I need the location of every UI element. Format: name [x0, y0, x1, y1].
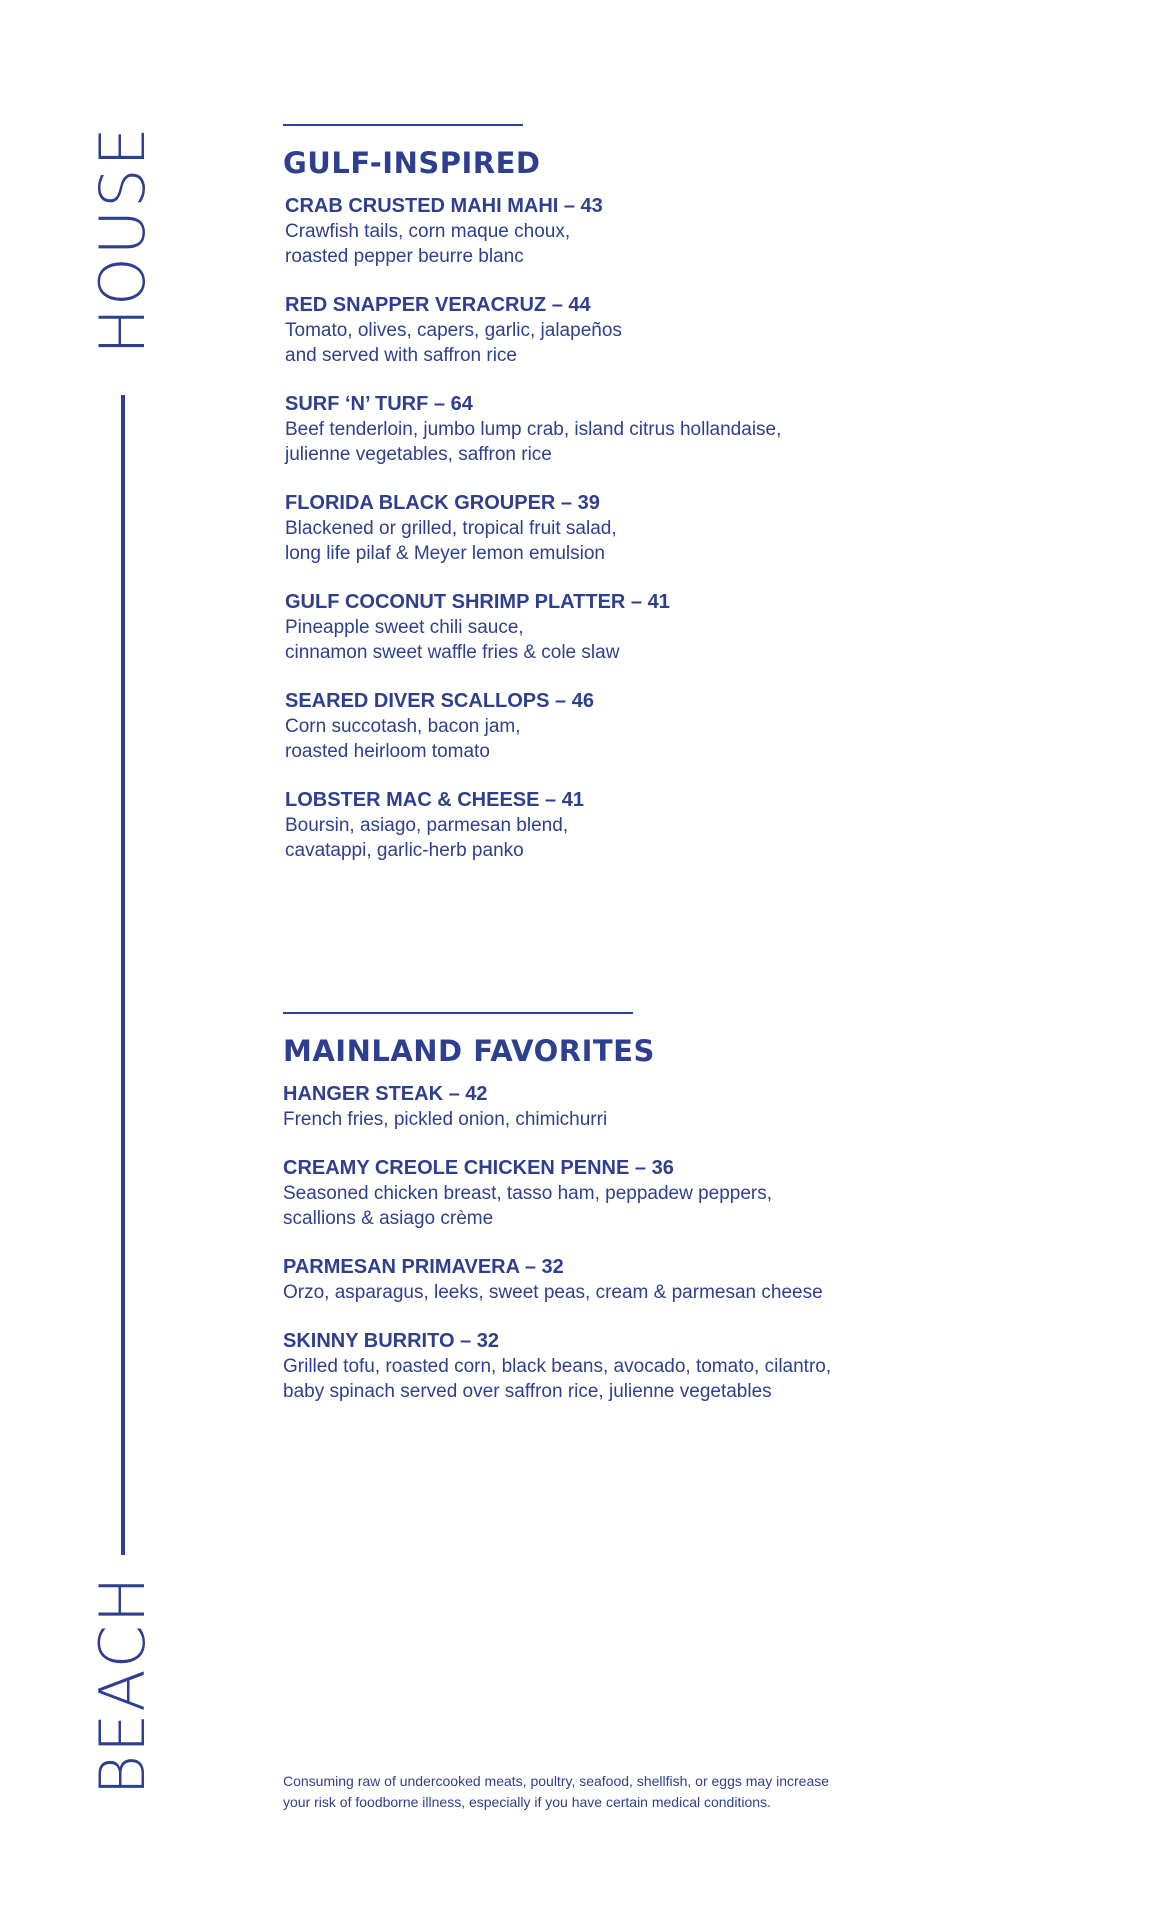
description-line: Tomato, olives, capers, garlic, jalapeños [285, 320, 622, 341]
menu-item-title: SKINNY BURRITO – 32 [283, 1330, 499, 1352]
menu-item-description [283, 1354, 831, 1404]
section-gulf-inspired [283, 124, 781, 887]
description-line: Crawfish tails, corn maque choux, [285, 221, 571, 242]
menu-item-description [285, 813, 781, 863]
menu-item-description [285, 318, 781, 368]
menu-item-title: CREAMY CREOLE CHICKEN PENNE – 36 [283, 1157, 674, 1179]
menu-item-title: RED SNAPPER VERACRUZ – 44 [285, 294, 591, 316]
menu-item-title: LOBSTER MAC & CHEESE – 41 [285, 789, 584, 811]
menu-item-description [285, 219, 781, 269]
disclaimer-line: your risk of foodborne illness, especially if you have certain medical conditions. [283, 1794, 771, 1810]
food-safety-disclaimer [283, 1771, 829, 1813]
menu-item-title: SEARED DIVER SCALLOPS – 46 [285, 690, 594, 712]
brand-word-beach: BEACH [86, 1574, 159, 1796]
menu-item-title: CRAB CRUSTED MAHI MAHI – 43 [285, 195, 603, 217]
description-line: Orzo, asparagus, leeks, sweet peas, cream & parmesan cheese [283, 1282, 823, 1303]
section-divider [283, 124, 523, 126]
menu-item-title: GULF COCONUT SHRIMP PLATTER – 41 [285, 591, 670, 613]
menu-item-title: FLORIDA BLACK GROUPER – 39 [285, 492, 600, 514]
menu-item-title: PARMESAN PRIMAVERA – 32 [283, 1256, 564, 1278]
menu-item-title: SURF ‘N’ TURF – 64 [285, 393, 473, 415]
menu-item [283, 1156, 831, 1231]
brand-word-house: HOUSE [86, 125, 159, 355]
description-line: French fries, pickled onion, chimichurri [283, 1109, 608, 1130]
menu-item [283, 1255, 831, 1305]
disclaimer-line: Consuming raw of undercooked meats, poultry, seafood, shellfish, or eggs may increase [283, 1773, 830, 1789]
description-line: long life pilaf & Meyer lemon emulsion [285, 543, 605, 564]
menu-item-title: HANGER STEAK – 42 [283, 1083, 488, 1105]
description-line: cavatappi, garlic-herb panko [285, 840, 524, 861]
description-line: Beef tenderloin, jumbo lump crab, island citrus hollandaise, [285, 419, 782, 440]
menu-item [285, 392, 781, 467]
description-line: Corn succotash, bacon jam, [285, 716, 521, 737]
menu-item [285, 689, 781, 764]
menu-item-description [285, 516, 781, 566]
menu-item-description [285, 615, 781, 665]
section-title: MAINLAND FAVORITES [283, 1034, 655, 1068]
menu-item-description [283, 1181, 831, 1231]
menu-item-description [283, 1107, 831, 1132]
description-line: scallions & asiago crème [283, 1208, 494, 1229]
menu-item [285, 293, 781, 368]
menu-item [285, 788, 781, 863]
description-line: roasted pepper beurre blanc [285, 246, 524, 267]
description-line: Grilled tofu, roasted corn, black beans, avocado, tomato, cilantro, [283, 1356, 832, 1377]
menu-item-description [283, 1280, 831, 1305]
menu-item [285, 194, 781, 269]
description-line: julienne vegetables, saffron rice [285, 444, 552, 465]
description-line: baby spinach served over saffron rice, julienne vegetables [283, 1381, 772, 1402]
section-title: GULF-INSPIRED [283, 146, 541, 180]
description-line: Boursin, asiago, parmesan blend, [285, 815, 569, 836]
description-line: cinnamon sweet waffle fries & cole slaw [285, 642, 620, 663]
section-divider [283, 1012, 633, 1014]
menu-item [283, 1329, 831, 1404]
description-line: and served with saffron rice [285, 345, 517, 366]
menu-item [285, 590, 781, 665]
description-line: Seasoned chicken breast, tasso ham, peppadew peppers, [283, 1183, 773, 1204]
menu-item-description [285, 714, 781, 764]
menu-item [285, 491, 781, 566]
description-line: Pineapple sweet chili sauce, [285, 617, 524, 638]
description-line: roasted heirloom tomato [285, 741, 490, 762]
menu-item-description [285, 417, 781, 467]
menu-item [283, 1082, 831, 1132]
description-line: Blackened or grilled, tropical fruit salad, [285, 518, 617, 539]
section-mainland-favorites [283, 1012, 831, 1428]
brand-vertical-rule [121, 395, 125, 1555]
